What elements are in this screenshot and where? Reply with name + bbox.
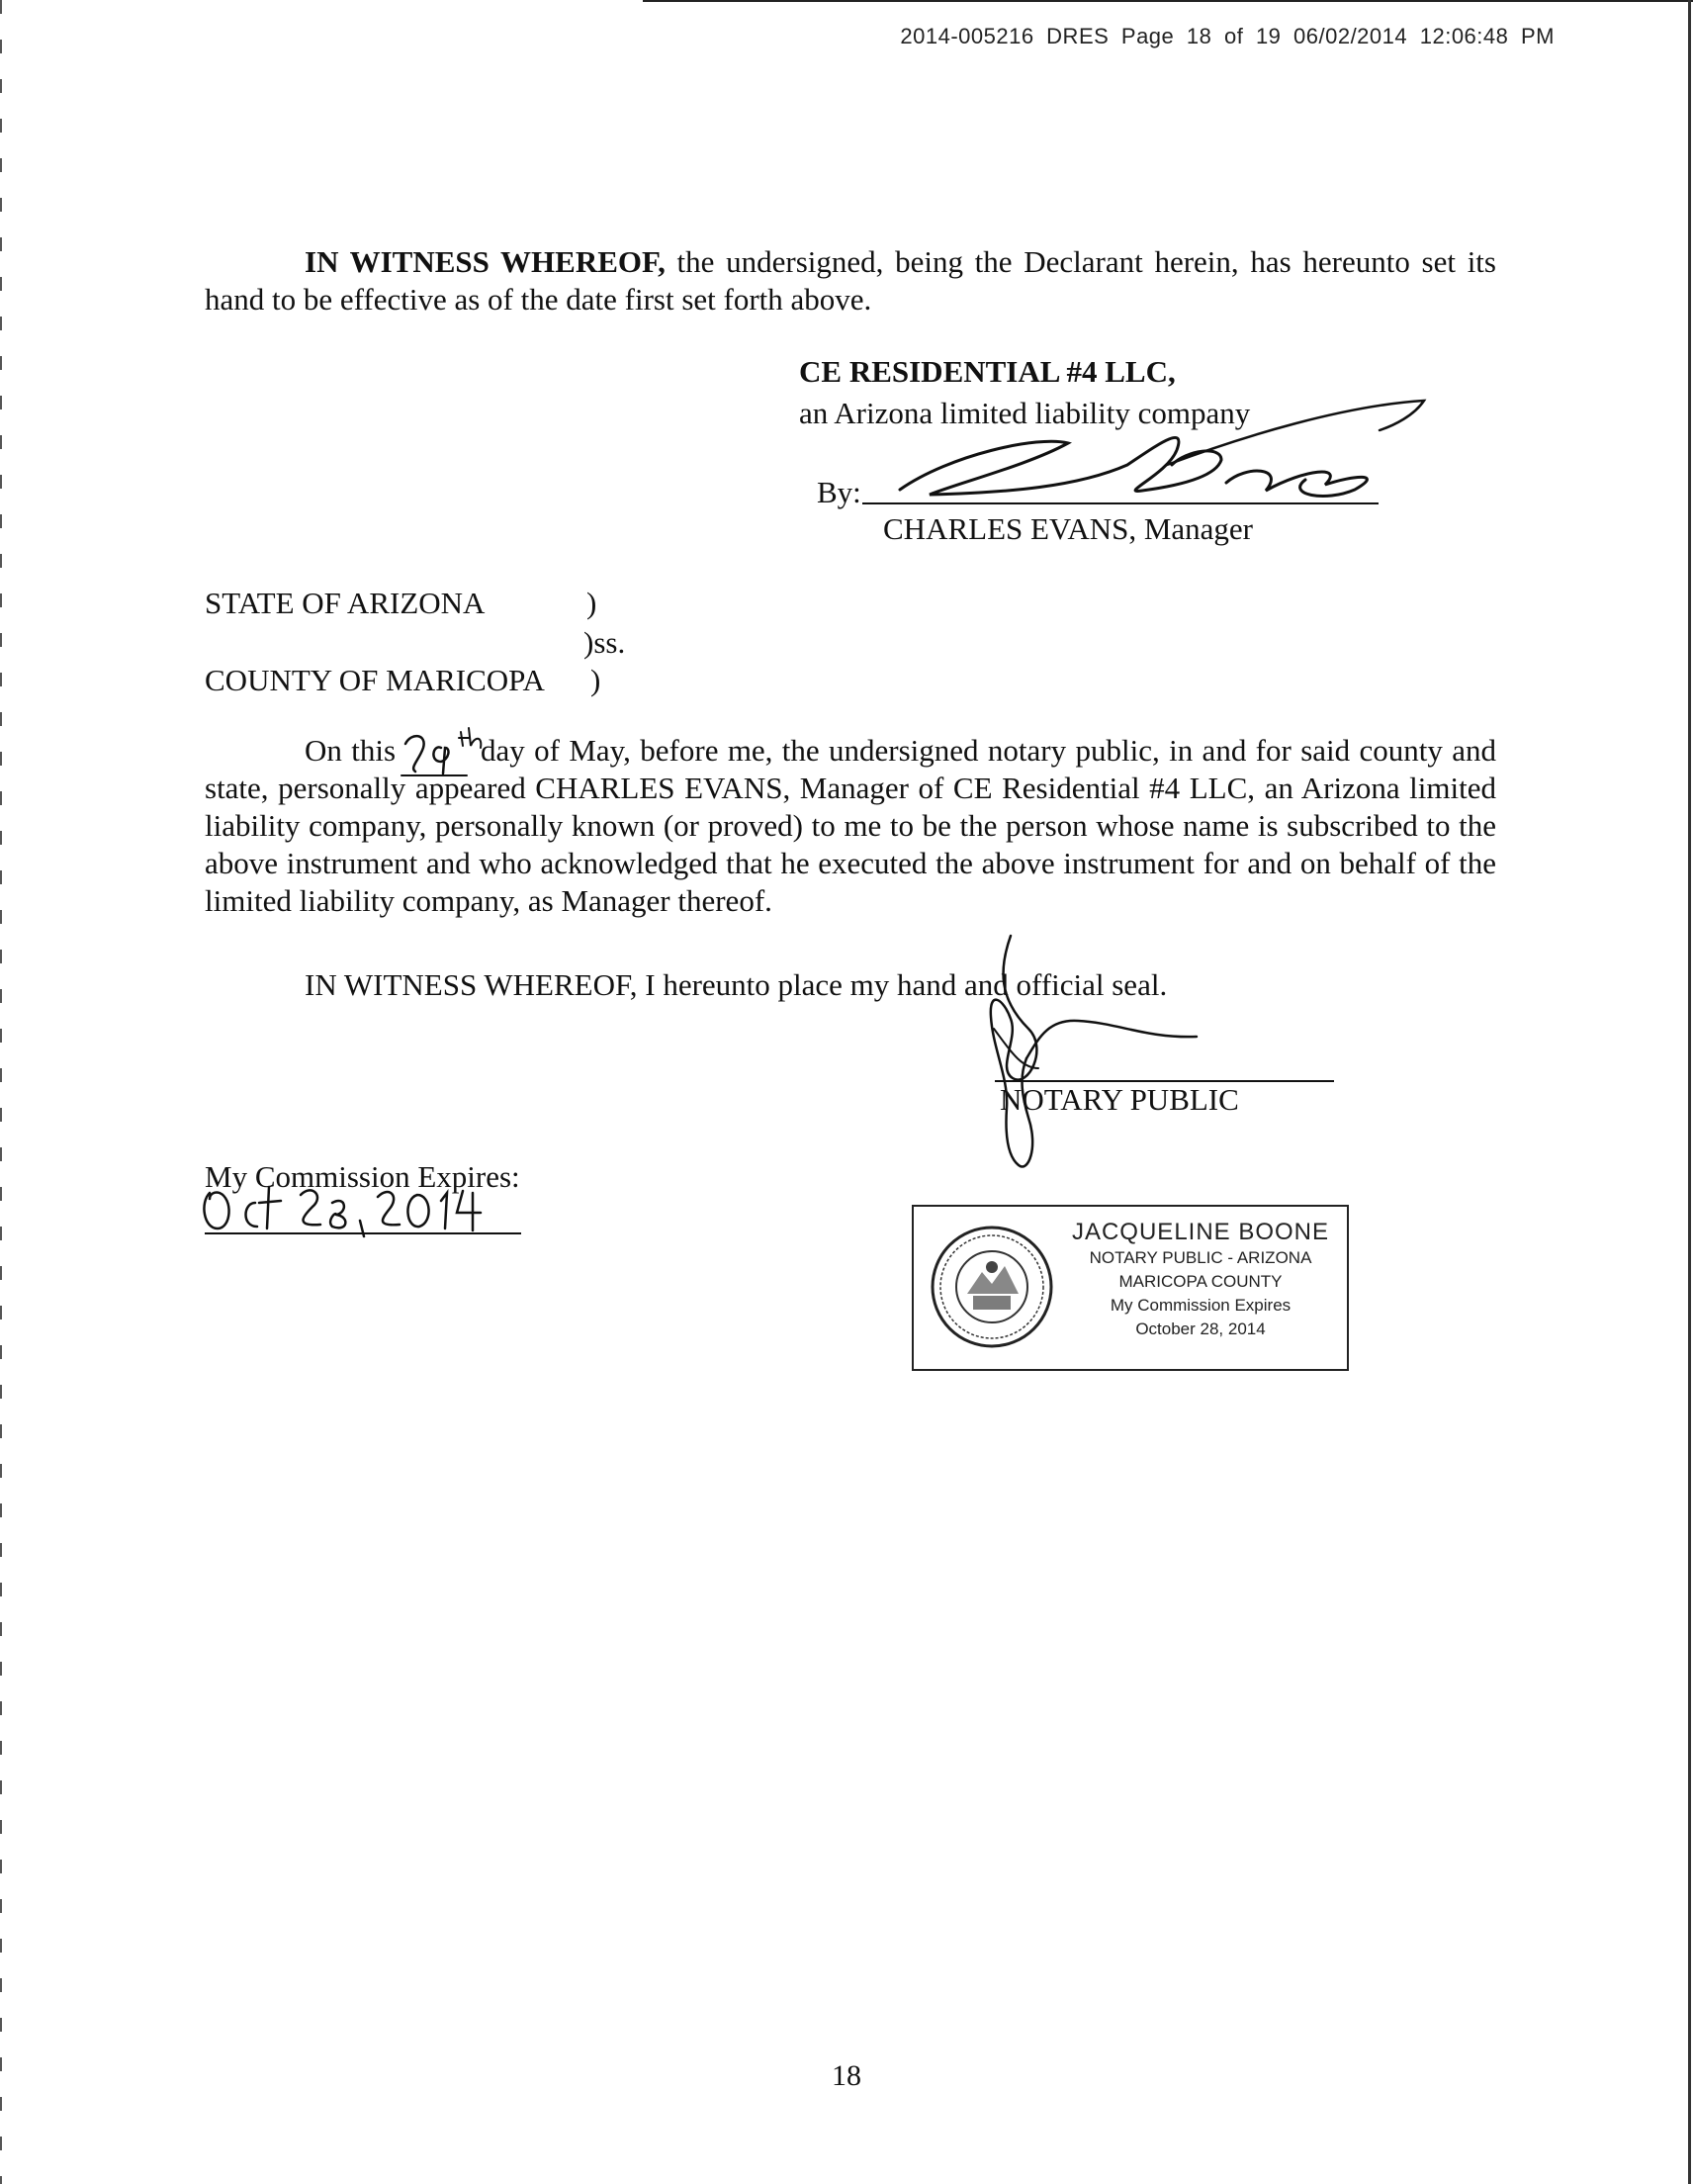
stamp-line-3: My Commission Expires (1110, 1296, 1292, 1315)
witness-clause (205, 243, 1496, 318)
handwritten-day (398, 722, 506, 781)
entity-description: an Arizona limited liability company (799, 396, 1251, 430)
ack-text: day of May, before me, the undersigned notary public, in and for said county and state, personally appeared CHARLES EVANS, Manager of CE Residential #4 LLC, an Arizona limited liability company, personally known (or proved) to me to be the person whose name is subscribed to the above instrument and who acknowledged that he executed the above instrument for and on behalf of the limited liability company, as Manager thereof. (205, 733, 1496, 918)
declarant-signature (890, 396, 1444, 524)
page-number: 18 (832, 2059, 861, 2092)
by-label: By: (817, 475, 861, 509)
stamp-notary-name: JACQUELINE BOONE (1071, 1219, 1330, 1245)
commission-expires-label: My Commission Expires: (205, 1159, 520, 1194)
scan-edge-top (643, 0, 1693, 2)
venue-paren-2: ) (590, 663, 601, 697)
venue-state: STATE OF ARIZONA (205, 586, 486, 620)
entity-name: CE RESIDENTIAL #4 LLC, (799, 354, 1176, 389)
notary-witness-clause: IN WITNESS WHEREOF, I hereunto place my hand and official seal. (305, 967, 1168, 1002)
stamp-line-4: October 28, 2014 (1135, 1320, 1266, 1338)
notary-stamp (912, 1205, 1349, 1371)
stamp-text-block (1062, 1219, 1339, 1341)
ack-pre: On this (305, 733, 397, 768)
witness-lead: IN WITNESS WHEREOF, (305, 244, 666, 279)
witness-text: the undersigned, being the Declarant herein, has hereunto set its hand to be effective as of the date first set forth above. (205, 244, 1496, 317)
recording-stamp: 2014-005216 DRES Page 18 of 19 06/02/2014 12:06:48 PM (900, 24, 1555, 48)
venue-county: COUNTY OF MARICOPA (205, 663, 545, 697)
notary-signature (949, 930, 1266, 1187)
scan-edge-left (0, 0, 2, 2184)
signer-name: CHARLES EVANS, Manager (883, 511, 1253, 546)
stamp-line-2: MARICOPA COUNTY (1118, 1272, 1283, 1291)
notary-public-label: NOTARY PUBLIC (1000, 1082, 1239, 1117)
venue-paren-1: ) (586, 586, 597, 620)
stamp-line-1: NOTARY PUBLIC - ARIZONA (1089, 1248, 1312, 1267)
state-seal-icon (928, 1223, 1056, 1351)
venue-ss: )ss. (583, 625, 626, 660)
handwritten-expiry-date (198, 1173, 494, 1242)
scan-edge-right (1688, 0, 1691, 2184)
